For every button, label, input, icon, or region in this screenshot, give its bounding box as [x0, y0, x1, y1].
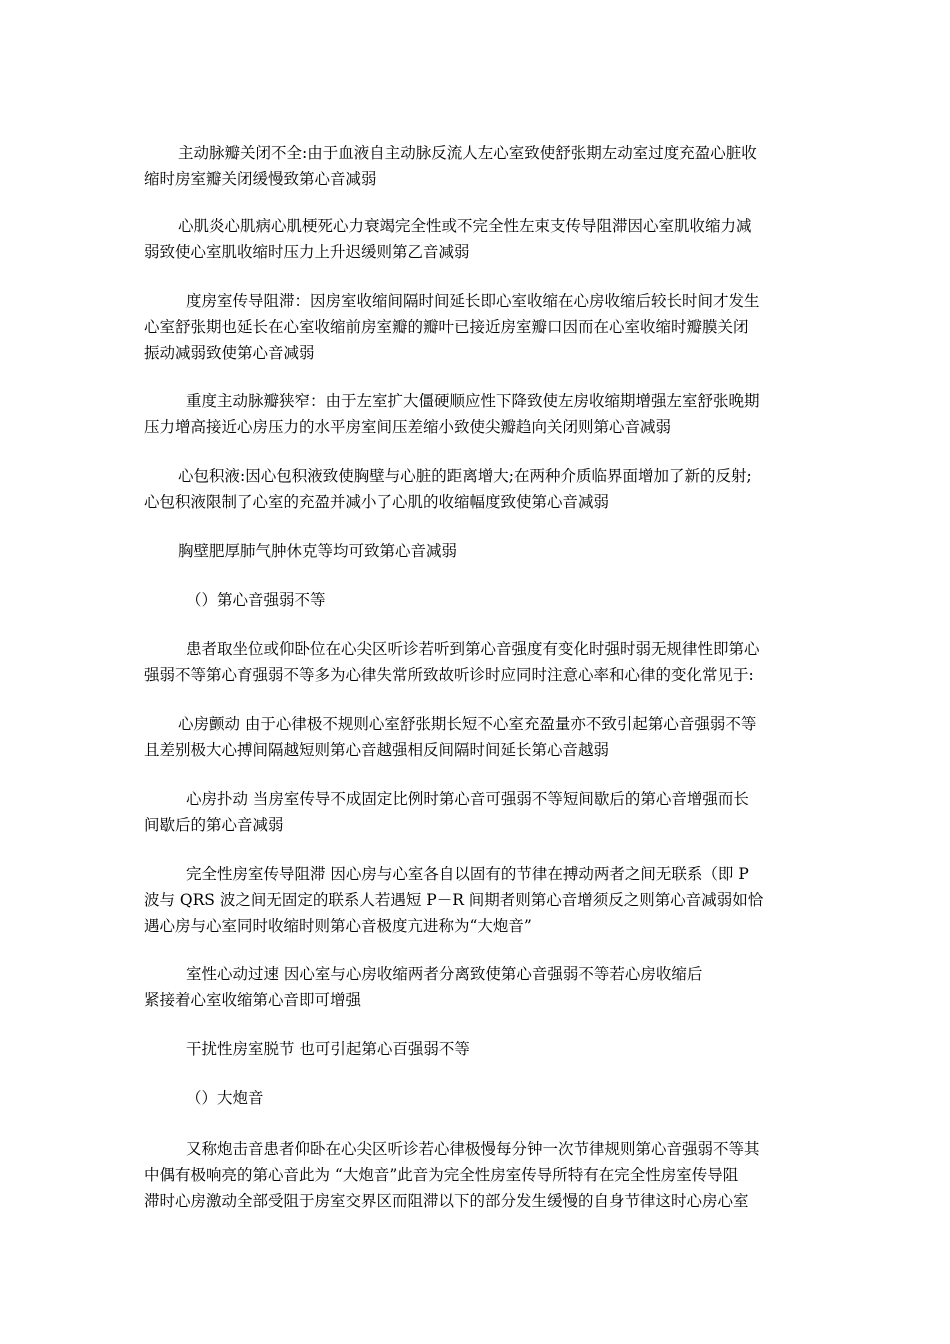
text-line: 干扰性房室脱节 也可引起第心百强弱不等: [186, 1040, 470, 1058]
paragraph-patient-position: [144, 636, 814, 688]
paragraph-complete-av-block: [144, 861, 814, 939]
text-line: 缩时房室瓣关闭缓慢致第心音减弱: [144, 170, 377, 188]
text-line: 心肌炎心肌病心肌梗死心力衰竭完全性或不完全性左束支传导阻滞因心室肌收缩力减: [178, 217, 752, 235]
text-line: 胸壁肥厚肺气肿休克等均可致第心音减弱: [178, 542, 458, 560]
text-line: 且差别极大心搏间隔越短则第心音越强相反间隔时间延长第心音越弱: [144, 741, 610, 759]
text-line: 度房室传导阻滞：因房室收缩间隔时间延长即心室收缩在心房收缩后较长时间才发生: [186, 292, 760, 310]
text-line: 患者取坐位或仰卧位在心尖区听诊若听到第心音强度有变化时强时弱无规律性即第心: [186, 640, 760, 658]
paragraph-ventricular-tachycardia: [144, 961, 814, 1013]
text-line: 强弱不等第心育强弱不等多为心律失常所致故听诊时应同时注意心率和心律的变化常见于:: [144, 666, 754, 684]
text-line: 重度主动脉瓣狭窄：由于左室扩大僵硬顺应性下降致使左房收缩期增强左室舒张晚期: [186, 392, 760, 410]
section-heading-unequal-intensity: [144, 587, 814, 613]
paragraph-chest-wall: [144, 538, 814, 564]
paragraph-cannon-sound: [144, 1136, 814, 1214]
paragraph-av-block: [144, 288, 814, 366]
paragraph-aortic-insufficiency: [144, 140, 814, 192]
paragraph-atrial-flutter: [144, 786, 814, 838]
text-line: 又称炮击音患者仰卧在心尖区听诊若心律极慢每分钟一次节律规则第心音强弱不等其: [186, 1140, 760, 1158]
paragraph-aortic-stenosis: [144, 388, 814, 440]
text-line: 波与 QRS 波之间无固定的联系人若遇短 P－R 间期者则第心音增须反之则第心音减弱如恰: [144, 891, 764, 909]
text-line: 主动脉瓣关闭不全:由于血液自主动脉反流人左心室致使舒张期左动室过度充盈心脏收: [178, 144, 757, 162]
text-line: 振动减弱致使第心音减弱: [144, 344, 315, 362]
text-line: 心房颤动 由于心律极不规则心室舒张期长短不心室充盈量亦不致引起第心音强弱不等: [178, 715, 757, 733]
text-line: 心包积液限制了心室的充盈并减小了心肌的收缩幅度致使第心音减弱: [144, 493, 610, 511]
text-line: 紧接着心室收缩第心音即可增强: [144, 991, 362, 1009]
text-line: 弱致使心室肌收缩时压力上升迟缓则第乙音减弱: [144, 243, 470, 261]
text-line: 遇心房与心室同时收缩时则第心音极度亢进称为“大炮音”: [144, 917, 532, 935]
text-line: 室性心动过速 因心室与心房收缩两者分离致使第心音强弱不等若心房收缩后: [186, 965, 703, 983]
text-line: 心包积液:因心包积液致使胸壁与心脏的距离增大;在两种介质临界面增加了新的反射;: [178, 467, 752, 485]
text-line: （）大炮音: [186, 1089, 264, 1107]
text-line: 完全性房室传导阻滞 因心房与心室各自以固有的节律在搏动两者之间无联系（即 P: [186, 865, 749, 883]
text-line: （）第心音强弱不等: [186, 591, 326, 609]
section-heading-cannon-sound: [144, 1085, 814, 1111]
text-line: 压力增高接近心房压力的水平房室间压差缩小致使尖瓣趋向关闭则第心音减弱: [144, 418, 672, 436]
text-line: 间歇后的第心音减弱: [144, 816, 284, 834]
text-line: 心室舒张期也延长在心室收缩前房室瓣的瓣叶已接近房室瓣口因而在心室收缩时瓣膜关闭: [144, 318, 749, 336]
paragraph-myocarditis: [144, 213, 814, 265]
paragraph-atrial-fibrillation: [144, 711, 814, 763]
text-line: 中偶有极响亮的第心音此为 “大炮音”此音为完全性房室传导所特有在完全性房室传导阻: [144, 1166, 739, 1184]
text-line: 滞时心房激动全部受阻于房室交界区而阻滞以下的部分发生缓慢的自身节律这时心房心室: [144, 1192, 749, 1210]
text-line: 心房扑动 当房室传导不成固定比例时第心音可强弱不等短间歇后的第心音增强而长: [186, 790, 749, 808]
paragraph-pericardial-effusion: [144, 463, 814, 515]
paragraph-av-dissociation: [144, 1036, 814, 1062]
